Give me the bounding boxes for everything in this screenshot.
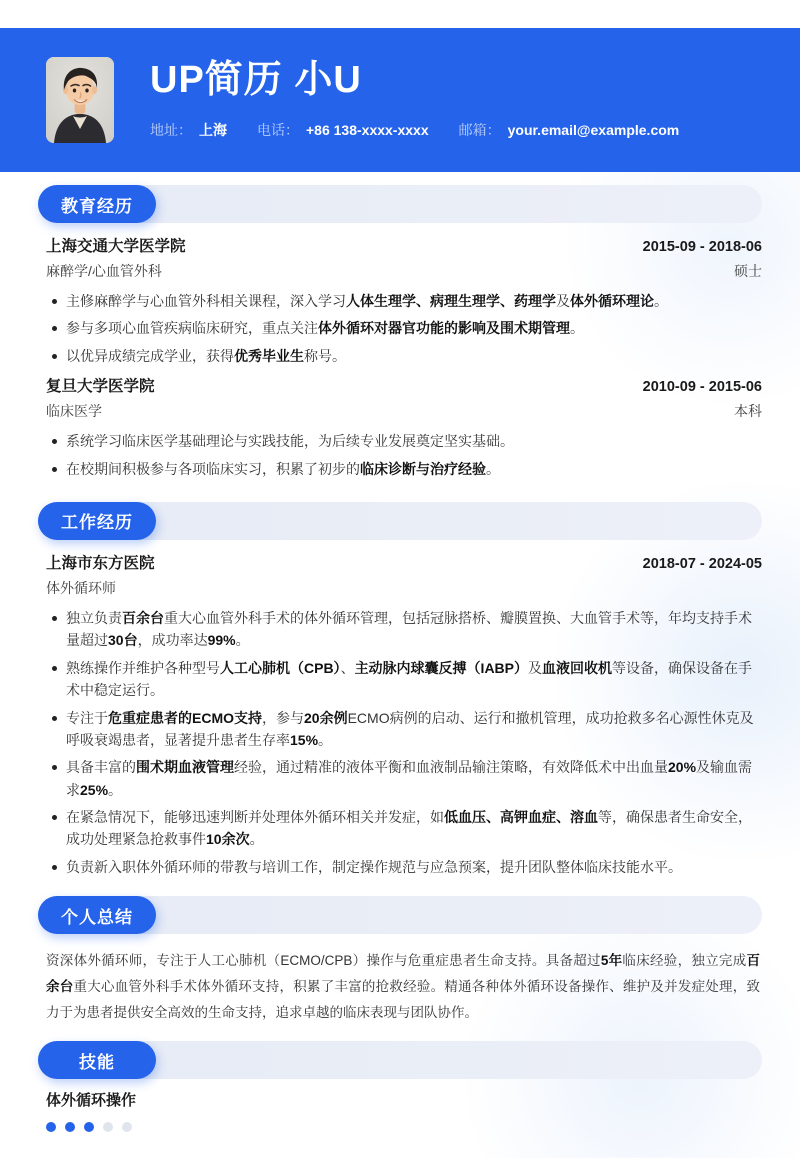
section-title-work: 工作经历	[38, 502, 156, 540]
contact-row	[150, 120, 679, 140]
entry-head	[46, 377, 762, 397]
degree: 硕士	[734, 263, 762, 279]
bullet-list	[46, 430, 762, 480]
school-name: 上海交通大学医学院	[46, 238, 186, 255]
bullet-item: 以优异成绩完成学业，获得优秀毕业生称号。	[66, 345, 762, 367]
bullet-item: 在紧急情况下，能够迅速判断并处理体外循环相关并发症，如低血压、高钾血症、溶血等，确保患者生命安全，成功处理紧急抢救事件10余次。	[66, 806, 762, 851]
phone-label: 电话：	[257, 121, 299, 138]
entry-sub	[46, 262, 762, 280]
bullet-list	[46, 607, 762, 878]
address-label: 地址：	[150, 121, 192, 138]
profile-photo-illustration	[46, 57, 114, 143]
bullet-list	[46, 290, 762, 367]
contact-phone	[257, 120, 429, 140]
entry-head	[46, 554, 762, 574]
education-entry	[38, 237, 762, 367]
entry-head	[46, 237, 762, 257]
school-name: 复旦大学医学院	[46, 378, 155, 396]
bullet-item: 参与多项心血管疾病临床研究，重点关注体外循环对器官功能的影响及围术期管理。	[66, 317, 762, 339]
bullet-item: 在校期间积极参与各项临床实习，积累了初步的临床诊断与治疗经验。	[66, 458, 762, 480]
profile-photo	[46, 57, 114, 143]
header-text	[150, 60, 679, 140]
education-entry	[38, 377, 762, 480]
resume-body	[0, 172, 800, 1132]
skill-dot-filled	[84, 1122, 94, 1132]
section-education	[38, 185, 762, 480]
bullet-item: 主修麻醉学与心血管外科相关课程，深入学习人体生理学、病理生理学、药理学及体外循环理论。	[66, 290, 762, 312]
skill-item	[38, 1092, 762, 1132]
contact-email	[459, 120, 680, 140]
skill-dot-empty	[122, 1122, 132, 1132]
bullet-item: 专注于危重症患者的ECMO支持，参与20余例ECMO病例的启动、运行和撤机管理，成功抢救多名心源性休克及呼吸衰竭患者，显著提升患者生存率15%。	[66, 707, 762, 752]
section-title-summary: 个人总结	[38, 896, 156, 934]
bullet-item: 独立负责百余台重大心血管外科手术的体外循环管理，包括冠脉搭桥、瓣膜置换、大血管手术等，年均支持手术量超过30台，成功率达99%。	[66, 607, 762, 652]
entry-sub	[46, 579, 762, 597]
entry-date: 2018-07 - 2024-05	[642, 555, 762, 572]
section-title-education: 教育经历	[38, 185, 156, 223]
company-name: 上海市东方医院	[46, 554, 155, 572]
bullet-item: 熟练操作并维护各种型号人工心肺机（CPB）、主动脉内球囊反搏（IABP）及血液回收机等设备，确保设备在手术中稳定运行。	[66, 657, 762, 702]
contact-address	[150, 120, 227, 140]
skill-dot-filled	[46, 1122, 56, 1132]
summary-text: 资深体外循环师，专注于人工心肺机（ECMO/CPB）操作与危重症患者生命支持。具备超过5年临床经验，独立完成百余台重大心血管外科手术体外循环支持，积累了丰富的抢救经验。精通各种体外循环设备操作、维护及并发症处理，致力于为患者提供安全高效的生命支持，追求卓越的临床表现与团队协作。	[46, 953, 761, 1020]
entry-date: 2015-09 - 2018-06	[642, 239, 762, 255]
section-summary	[38, 896, 762, 1025]
section-work	[38, 502, 762, 878]
section-bar-summary	[38, 896, 762, 934]
section-bar-skills	[38, 1041, 762, 1079]
email-value: your.email@example.com	[507, 121, 680, 138]
section-title-skills: 技能	[38, 1041, 156, 1079]
skill-dot-filled	[65, 1122, 75, 1132]
header	[0, 28, 800, 172]
entry-date: 2010-09 - 2015-06	[642, 379, 762, 396]
skill-rating-dots	[46, 1122, 762, 1132]
address-value: 上海	[199, 121, 227, 138]
skill-name: 体外循环操作	[46, 1092, 137, 1110]
degree: 本科	[734, 403, 762, 420]
major: 临床医学	[46, 403, 102, 420]
section-bar-education	[38, 185, 762, 223]
work-entry	[38, 554, 762, 878]
major: 麻醉学/心血管外科	[46, 263, 162, 279]
phone-value: +86 138-xxxx-xxxx	[306, 121, 429, 138]
bullet-item: 具备丰富的围术期血液管理经验，通过精准的液体平衡和血液制品输注策略，有效降低术中出血量20%及输血需求25%。	[66, 756, 762, 801]
bullet-item: 系统学习临床医学基础理论与实践技能，为后续专业发展奠定坚实基础。	[66, 430, 762, 452]
section-bar-work	[38, 502, 762, 540]
skill-dot-empty	[103, 1122, 113, 1132]
section-skills	[38, 1041, 762, 1132]
bullet-item: 负责新入职体外循环师的带教与培训工作，制定操作规范与应急预案，提升团队整体临床技能水平。	[66, 856, 762, 878]
entry-sub	[46, 402, 762, 420]
job-role: 体外循环师	[46, 579, 116, 596]
page-title: UP简历 小U	[150, 59, 362, 102]
email-label: 邮箱：	[458, 121, 501, 138]
